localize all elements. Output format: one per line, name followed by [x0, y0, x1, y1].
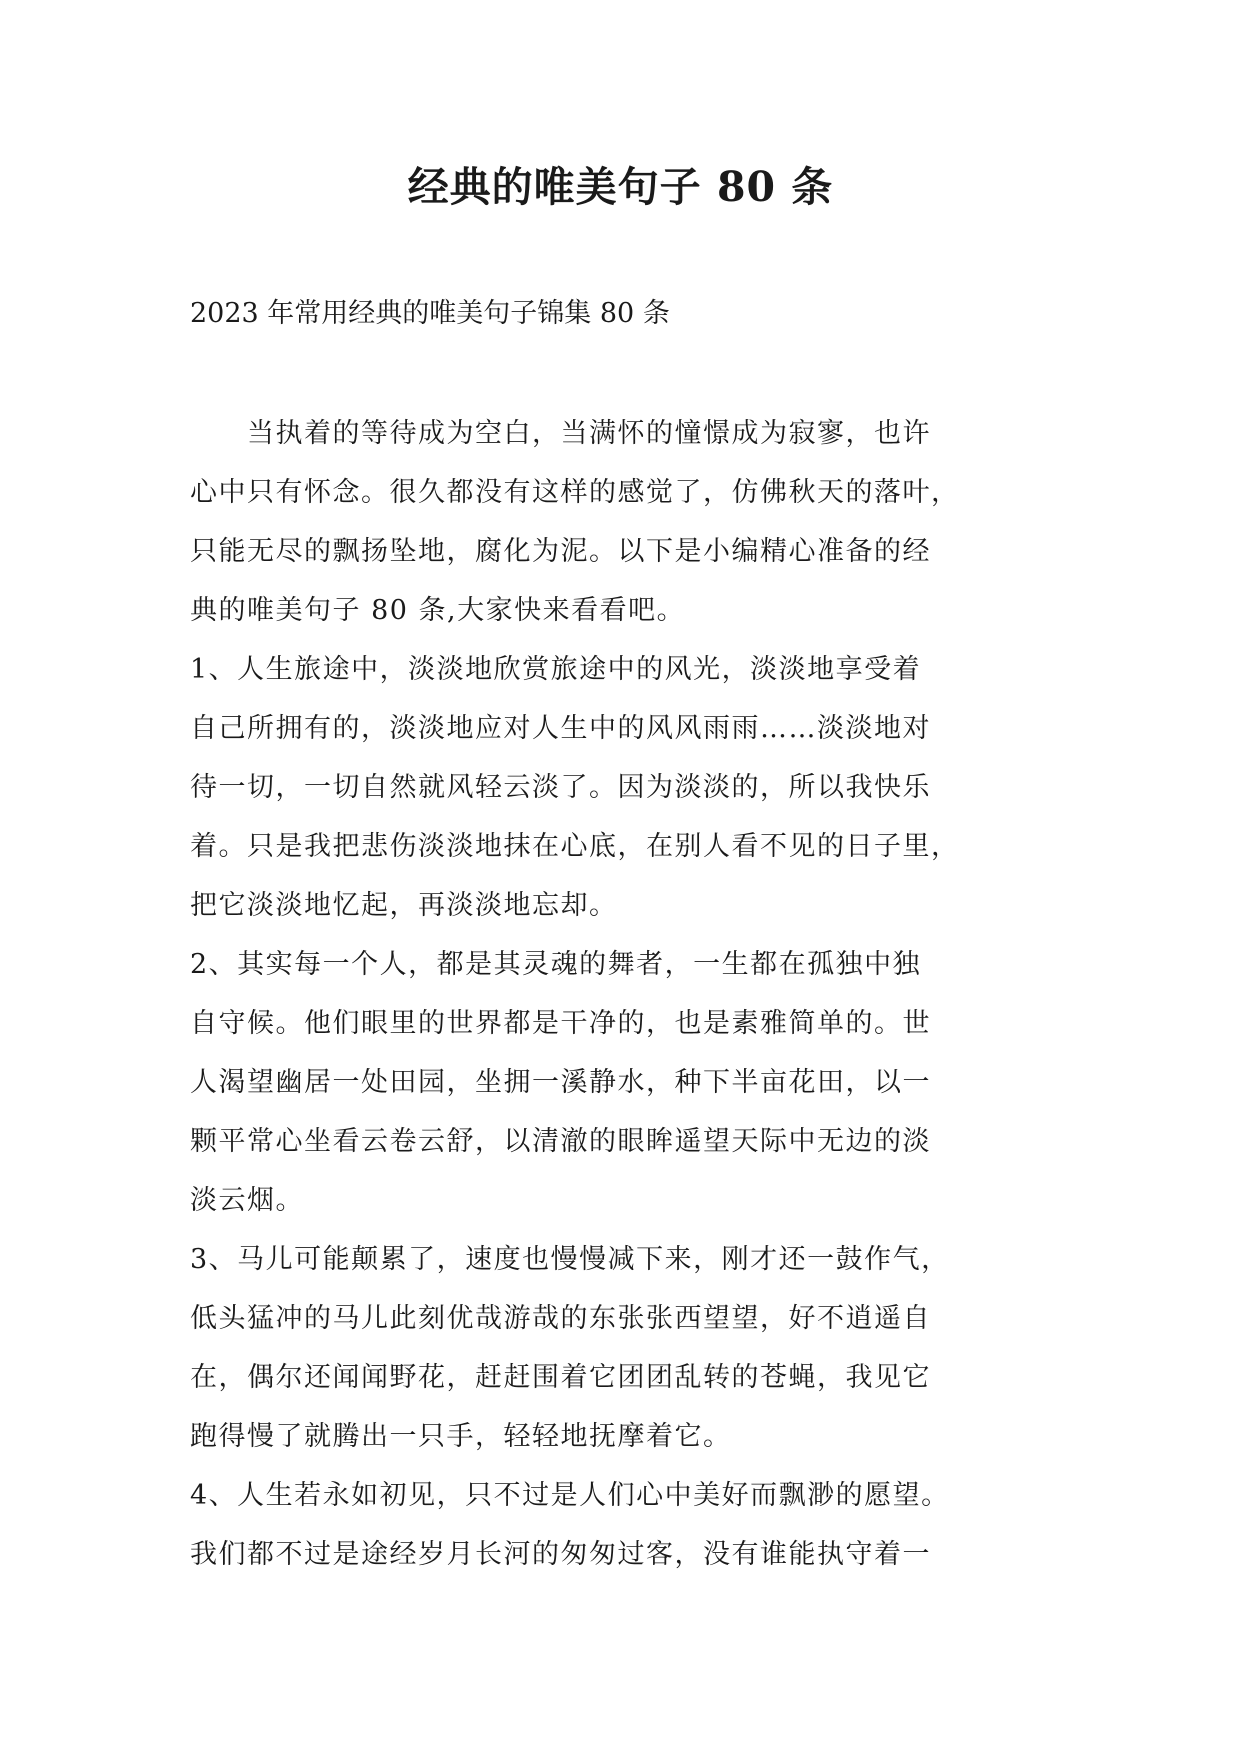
body-line: 低头猛冲的马儿此刻优哉游哉的东张张西望望，好不逍遥自	[190, 1303, 931, 1334]
body-line: 自守候。他们眼里的世界都是干净的，也是素雅简单的。世	[190, 1008, 931, 1039]
body-line: 只能无尽的飘扬坠地，腐化为泥。以下是小编精心准备的经	[190, 536, 931, 567]
body-line: 当执着的等待成为空白，当满怀的憧憬成为寂寥，也许	[190, 418, 931, 449]
body-line: 4、人生若永如初见，只不过是人们心中美好而飘渺的愿望。	[190, 1480, 950, 1511]
body-line: 1、人生旅途中，淡淡地欣赏旅途中的风光，淡淡地享受着	[190, 654, 922, 685]
body-line: 淡云烟。	[190, 1185, 304, 1216]
body-line: 我们都不过是途经岁月长河的匆匆过客，没有谁能执守着一	[190, 1539, 931, 1570]
document-title: 经典的唯美句子 80 条	[407, 163, 834, 211]
body-line: 跑得慢了就腾出一只手，轻轻地抚摩着它。	[190, 1421, 732, 1452]
body-line: 人渴望幽居一处田园，坐拥一溪静水，种下半亩花田，以一	[190, 1067, 931, 1098]
body-line: 在，偶尔还闻闻野花，赶赶围着它团团乱转的苍蝇，我见它	[190, 1362, 931, 1393]
document-body	[190, 404, 1070, 1584]
body-line: 2、其实每一个人，都是其灵魂的舞者，一生都在孤独中独	[190, 949, 922, 980]
body-line: 待一切，一切自然就风轻云淡了。因为淡淡的，所以我快乐	[190, 772, 931, 803]
body-line: 着。只是我把悲伤淡淡地抹在心底，在别人看不见的日子里，	[190, 831, 960, 862]
document-subtitle: 2023 年常用经典的唯美句子锦集 80 条	[190, 298, 670, 329]
body-line: 自己所拥有的，淡淡地应对人生中的风风雨雨……淡淡地对	[190, 713, 931, 744]
body-line: 把它淡淡地忆起，再淡淡地忘却。	[190, 890, 618, 921]
body-line: 心中只有怀念。很久都没有这样的感觉了，仿佛秋天的落叶，	[190, 477, 960, 508]
body-line: 3、马儿可能颠累了，速度也慢慢减下来，刚才还一鼓作气，	[190, 1244, 950, 1275]
body-line: 颗平常心坐看云卷云舒，以清澈的眼眸遥望天际中无边的淡	[190, 1126, 931, 1157]
body-line: 典的唯美句子 80 条,大家快来看看吧。	[190, 595, 686, 626]
